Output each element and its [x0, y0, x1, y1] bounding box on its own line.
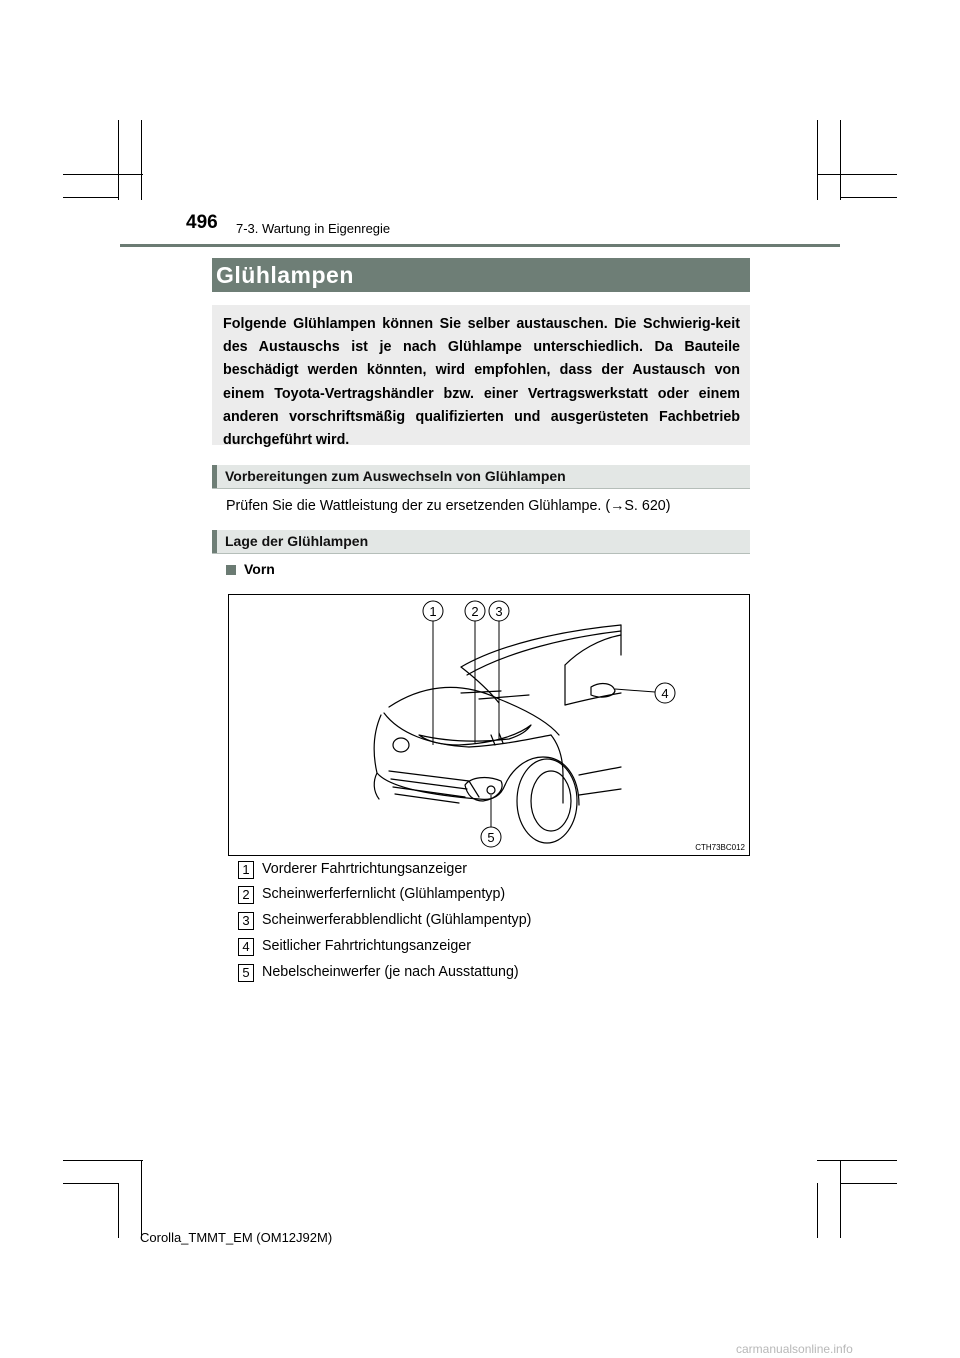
crop-mark [840, 1160, 841, 1238]
crop-mark [817, 120, 818, 200]
callout-2: 2 [471, 604, 479, 619]
bullet-square [226, 565, 236, 575]
subheading-preparation [212, 465, 750, 489]
header-rule [120, 244, 840, 247]
crop-mark [840, 197, 897, 198]
crop-mark [63, 1160, 143, 1161]
crop-mark [817, 174, 897, 175]
crop-mark [817, 1160, 897, 1161]
watermark[interactable]: carmanualsonline.info [736, 1342, 853, 1356]
callout-3: 3 [495, 604, 503, 619]
title-bar [212, 258, 750, 292]
legend-label: Scheinwerferabblendlicht (Glühlampentyp) [262, 912, 532, 928]
legend-label: Scheinwerferfernlicht (Glühlampentyp) [262, 886, 506, 902]
crop-mark [141, 1160, 142, 1238]
subheading-marker [212, 530, 217, 553]
callout-4: 4 [661, 686, 669, 701]
footer-document-id: Corolla_TMMT_EM (OM12J92M) [140, 1230, 333, 1245]
legend-number: 5 [238, 964, 254, 982]
legend-number: 1 [238, 861, 254, 879]
figure-code: CTH73BC012 [695, 843, 745, 852]
legend-number: 2 [238, 886, 254, 904]
subheading-label: Lage der Glühlampen [225, 533, 369, 549]
crop-mark [63, 197, 119, 198]
subheading-label: Vorbereitungen zum Auswechseln von Glühlampen [225, 468, 566, 484]
intro-box [212, 305, 750, 449]
car-drawing [229, 595, 749, 855]
crop-mark [840, 120, 841, 200]
intro-text: Folgende Glühlampen können Sie selber austauschen. Die Schwierig-keit des Austauschs ist je nach Glühlampe unterschiedlich. Da Bauteile beschädigt werden könnten, wird empfohlen, dass der Austausch von einem Toyota-Vertragshändler bzw. einer Vertragswerkstatt oder einem anderen vorschriftsmäßig qualifizierten und ausgerüsteten Fachbetrieb durchgeführt wird. [223, 316, 740, 449]
legend-number: 3 [238, 912, 254, 930]
legend-label: Seitlicher Fahrtrichtungsanzeiger [262, 938, 471, 954]
callout-5: 5 [487, 830, 495, 845]
car-front-illustration [228, 594, 750, 856]
crop-mark [63, 174, 143, 175]
section-reference: 7-3. Wartung in Eigenregie [236, 221, 391, 236]
legend-label: Vorderer Fahrtrichtungsanzeiger [262, 861, 468, 877]
crop-mark [118, 120, 119, 200]
crop-mark [817, 1183, 818, 1238]
page-number: 496 [186, 212, 218, 233]
subheading-marker [212, 465, 217, 488]
crop-mark [141, 120, 142, 200]
callout-1: 1 [429, 604, 437, 619]
page-title: Glühlampen [216, 262, 354, 288]
legend-number: 4 [238, 938, 254, 956]
subheading-location [212, 530, 750, 554]
crop-mark [840, 1183, 897, 1184]
crop-mark [63, 1183, 119, 1184]
subsection-front: Vorn [244, 561, 275, 577]
legend-label: Nebelscheinwerfer (je nach Ausstattung) [262, 964, 519, 980]
crop-mark [118, 1183, 119, 1238]
preparation-text: Prüfen Sie die Wattleistung der zu ersetzenden Glühlampe. (→S. 620) [226, 498, 671, 514]
